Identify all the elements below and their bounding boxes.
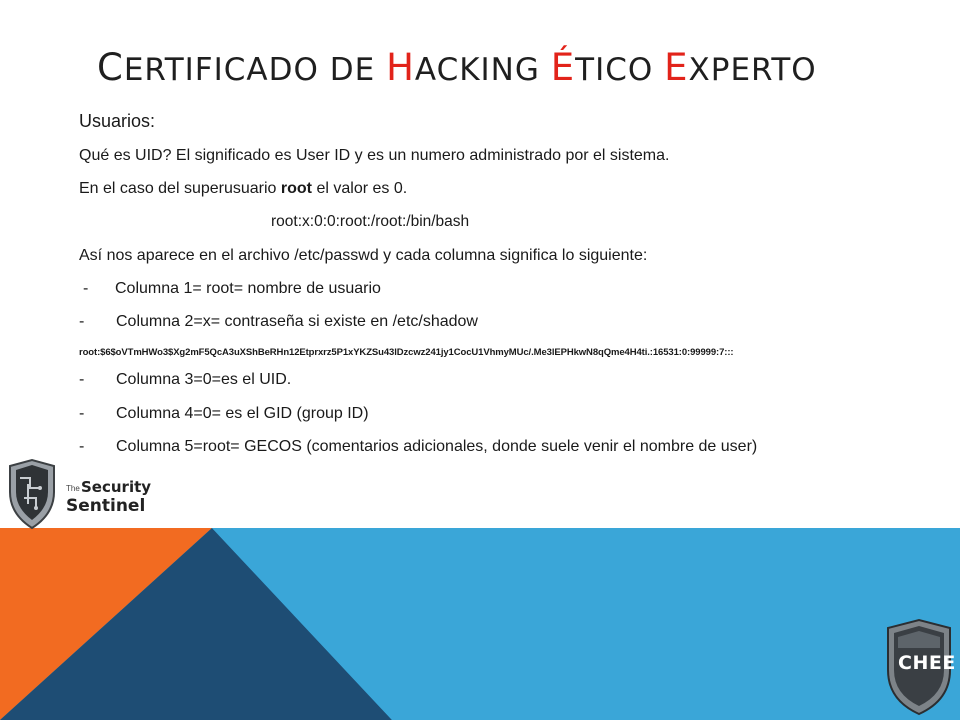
shadow-hash-line: root:$6$oVTmHWo3$Xg2mF5QcA3uXShBeRHn12Etprxrz5P1xYKZSu43lDzcwz241jy1CocU1VhmyMUc/.Me3lEPHkwN8qQme4H4ti.:16531:0:99999:7::: [79,347,734,358]
list-dash: - [79,405,85,422]
title-word-5 [664,46,817,89]
list-item-text: Columna 3=0=es el UID. [116,371,292,388]
title-word-3 [386,46,540,89]
title-word-4-rest: TICO [575,52,654,88]
list-dash: - [83,280,89,297]
title-word-4-initial: É [550,46,576,89]
list-dash: - [79,438,85,455]
superuser-root-bold: root [280,180,313,197]
list-item-text: Columna 4=0= es el GID (group ID) [116,405,369,422]
slide-title [97,46,817,89]
uid-question-text: Qué es UID? El significado es User ID y es un numero administrado por el sistema. [79,147,670,164]
superuser-suffix: el valor es 0. [312,180,408,197]
superuser-prefix: En el caso del superusuario [79,180,281,197]
title-word-3-rest: ACKING [414,52,540,88]
list-item-text: Columna 5=root= GECOS (comentarios adicionales, donde suele venir el nombre de user) [116,438,758,455]
explanation-text: Así nos aparece en el archivo /etc/passwd y cada columna significa lo siguiente: [79,247,648,264]
logo-security-text: Security [81,478,152,496]
title-word-5-initial: E [664,46,689,89]
passwd-entry-line: root:x:0:0:root:/root:/bin/bash [271,213,470,230]
chee-label: CHEE [898,652,956,674]
title-word-2 [330,52,375,88]
list-dash: - [79,313,85,330]
title-word-4 [550,46,654,89]
title-word-2-initial: D [329,52,355,88]
list-dash: - [79,371,85,388]
list-item [79,313,478,331]
section-heading: Usuarios: [79,111,156,131]
logo-sentinel-text: Sentinel [66,496,146,516]
title-word-3-initial: H [386,46,415,89]
list-item [79,371,291,389]
footer-graphic [0,528,960,720]
list-item-text: Columna 1= root= nombre de usuario [115,280,381,297]
list-item [79,438,757,456]
list-item [79,405,369,423]
list-item-text: Columna 2=x= contraseña si existe en /etc/shadow [116,313,478,330]
superuser-text [79,180,407,198]
title-word-1 [97,46,319,89]
title-word-2-rest: E [354,52,376,88]
logo-the-text: The [66,484,80,493]
title-word-1-initial: C [97,46,124,89]
title-word-5-rest: XPERTO [688,52,817,88]
list-item [83,280,381,298]
title-word-1-rest: ERTIFICADO [123,52,319,88]
